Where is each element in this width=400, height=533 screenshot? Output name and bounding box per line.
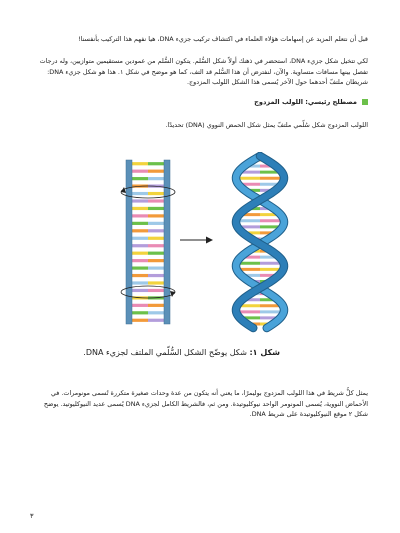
ladder-rung (148, 162, 164, 165)
ladder-rung (148, 222, 164, 225)
ladder-rung (132, 244, 148, 247)
polymer-paragraph: يمثل كلُّ شريط في هذا اللولب المزدوج بوليمرًا، ما يعني أنه يتكون من عدة وحدات صغيرة متكررة تُسمى مونومرات. في الأحماض النووية، يُسمى المونومر الواحد نيوكليوتيدة. ومن ثم، فالشريط الكامل لجزيء DNA يُسمى عديد النيوكليوتيد. يوضح شكل ٢ موقع النيوكليوتيدة على شريط DNA. (43, 389, 368, 419)
twist-arrowhead-top-icon (121, 187, 126, 193)
ladder-rung (132, 281, 148, 284)
ladder-rung (132, 237, 148, 240)
ladder-rung (148, 259, 164, 262)
ladder-rung (148, 289, 164, 292)
figure-caption-label: شكل ١: (249, 348, 280, 357)
ladder-rung (132, 222, 148, 225)
ladder-rung (132, 207, 148, 210)
ladder-rung (148, 252, 164, 255)
ladder-rung (132, 266, 148, 269)
ladder-rung (148, 266, 164, 269)
ladder-rung (132, 229, 148, 232)
double-helix-diagram (236, 156, 284, 328)
figure-caption-text: شكل يوضّح الشكل السُّلّمي الملتف لجزيء DNA. (83, 348, 250, 357)
key-term-title: مصطلح رئيسي: اللولب المزدوج (254, 98, 357, 106)
ladder-rung (148, 214, 164, 217)
ladder-rung (148, 229, 164, 232)
ladder-rung (132, 274, 148, 277)
straight-ladder-diagram (121, 160, 175, 324)
ladder-rung (148, 304, 164, 307)
key-term-definition: اللولب المزدوج شكل سُلّمي ملتفّ يمثل شكل الحمض النووي (DNA) تحديدًا. (165, 121, 368, 129)
ladder-rung (132, 192, 148, 195)
ladder-rung (132, 319, 148, 322)
arrow-icon (180, 237, 213, 244)
twist-arrowhead-bottom-icon (170, 291, 175, 297)
ladder-rung (148, 207, 164, 210)
ladder-rung (132, 289, 148, 292)
ladder-rung (148, 199, 164, 202)
ladder-rung (132, 214, 148, 217)
ladder-rung (148, 177, 164, 180)
dna-figure (110, 152, 300, 337)
ladder-rung (148, 274, 164, 277)
ladder-rung (148, 311, 164, 314)
ladder-rung (132, 170, 148, 173)
ladder-rail-right (164, 160, 170, 324)
ladder-rail-left (126, 160, 132, 324)
ladder-analogy-paragraph: لكي تتخيل شكل جزيء DNA، استحضر في ذهنك أولاً شكل السُّلم. يتكون السُّلم من عمودين مستقيمين متوازيين، وله درجات تفصل بينها مسافات متساوية. والآن، لنفترض أن هذا السُّلم قد التف، كما هو موضح في شكل ١. هذا هو شكل جزيء DNA: شريطان ملتفّ أحدهما حول الآخر يُسمى هذا الشكل اللولب المزدوج. (39, 57, 368, 87)
key-term-marker-icon (362, 99, 368, 105)
ladder-rung (132, 259, 148, 262)
ladder-rung (132, 311, 148, 314)
page-number: ٣ (30, 512, 34, 520)
figure-caption (83, 348, 280, 357)
ladder-rung (148, 244, 164, 247)
ladder-rung (132, 304, 148, 307)
ladder-rung (132, 252, 148, 255)
key-term-heading (254, 98, 368, 106)
ladder-rung (148, 281, 164, 284)
ladder-rung (148, 192, 164, 195)
ladder-rung (132, 162, 148, 165)
ladder-rung (148, 170, 164, 173)
ladder-rung (132, 177, 148, 180)
intro-paragraph: قبل أن نتعلم المزيد عن إسهامات هؤلاء العلماء في اكتشاف تركيب جزيء DNA، هيا نفهم هذا التركيب بأنفسنا! (78, 35, 368, 43)
ladder-rung (148, 319, 164, 322)
ladder-rung (132, 199, 148, 202)
ladder-rung (148, 237, 164, 240)
